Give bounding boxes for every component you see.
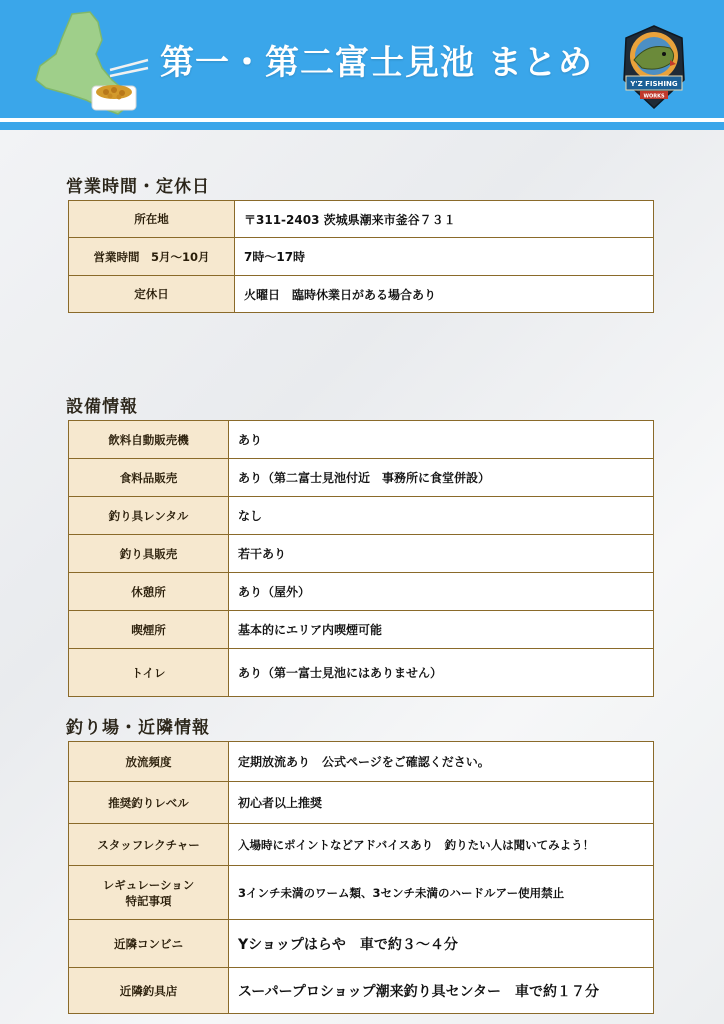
- row-value: あり（第一富士見池にはありません）: [229, 649, 654, 697]
- table-row: [69, 238, 654, 276]
- row-value: 初心者以上推奨: [229, 782, 654, 824]
- row-value: スーパープロショップ潮来釣り具センター 車で約１７分: [229, 968, 654, 1014]
- row-label: 推奨釣りレベル: [69, 782, 229, 824]
- row-label: 営業時間 5月〜10月: [69, 238, 235, 276]
- row-label: 喫煙所: [69, 611, 229, 649]
- logo-text-sub: WORKS: [643, 93, 665, 100]
- row-label: トイレ: [69, 649, 229, 697]
- row-label: 釣り具販売: [69, 535, 229, 573]
- table-row: [69, 201, 654, 238]
- section-title-facilities: 設備情報: [66, 397, 138, 417]
- table-row: [69, 497, 654, 535]
- row-label: 休憩所: [69, 573, 229, 611]
- row-value: 入場時にポイントなどアドバイスあり 釣りたい人は聞いてみよう！: [229, 824, 654, 866]
- table-row: [69, 573, 654, 611]
- row-label: 釣り具レンタル: [69, 497, 229, 535]
- table-row: [69, 742, 654, 782]
- header-stripe: [0, 122, 724, 130]
- row-label-line2: 特記事項: [125, 893, 172, 908]
- ibaraki-natto-icon: [32, 10, 152, 120]
- table-row: [69, 421, 654, 459]
- row-value: あり（屋外）: [229, 573, 654, 611]
- row-value: あり: [229, 421, 654, 459]
- row-value: Yショップはらや 車で約３〜４分: [229, 920, 654, 968]
- row-value: 7時〜17時: [235, 238, 654, 276]
- row-label: 飲料自動販売機: [69, 421, 229, 459]
- page-title: 第一・第二富士見池 まとめ: [160, 43, 593, 83]
- row-label-line1: レギュレーション: [102, 877, 195, 892]
- logo-text-main: Y'Z FISHING: [630, 80, 678, 88]
- row-value: 火曜日 臨時休業日がある場合あり: [235, 276, 654, 313]
- row-label: 所在地: [69, 201, 235, 238]
- table-row: [69, 611, 654, 649]
- table-row: [69, 968, 654, 1014]
- hours-table: [68, 200, 654, 313]
- yz-fishing-works-logo: [618, 24, 690, 110]
- table-row: [69, 459, 654, 497]
- row-value: 定期放流あり 公式ページをご確認ください。: [229, 742, 654, 782]
- row-value: 〒311-2403 茨城県潮来市釜谷７３１: [235, 201, 654, 238]
- table-row: [69, 782, 654, 824]
- table-row: [69, 866, 654, 920]
- section-title-spot: 釣り場・近隣情報: [66, 718, 210, 738]
- row-value: なし: [229, 497, 654, 535]
- table-row: [69, 920, 654, 968]
- facilities-table: [68, 420, 654, 697]
- table-row: [69, 824, 654, 866]
- spot-table: [68, 741, 654, 1014]
- table-row: [69, 649, 654, 697]
- row-label: 食料品販売: [69, 459, 229, 497]
- row-label: 近隣釣具店: [69, 968, 229, 1014]
- row-value: 若干あり: [229, 535, 654, 573]
- row-label: 定休日: [69, 276, 235, 313]
- row-value: 基本的にエリア内喫煙可能: [229, 611, 654, 649]
- row-label-multiline: [69, 866, 229, 920]
- row-value: あり（第二富士見池付近 事務所に食堂併設）: [229, 459, 654, 497]
- table-row: [69, 535, 654, 573]
- row-label: 放流頻度: [69, 742, 229, 782]
- section-title-hours: 営業時間・定休日: [66, 177, 210, 197]
- row-label: 近隣コンビニ: [69, 920, 229, 968]
- row-value: 3インチ未満のワーム類、3センチ未満のハードルアー使用禁止: [229, 866, 654, 920]
- row-label: スタッフレクチャー: [69, 824, 229, 866]
- table-row: [69, 276, 654, 313]
